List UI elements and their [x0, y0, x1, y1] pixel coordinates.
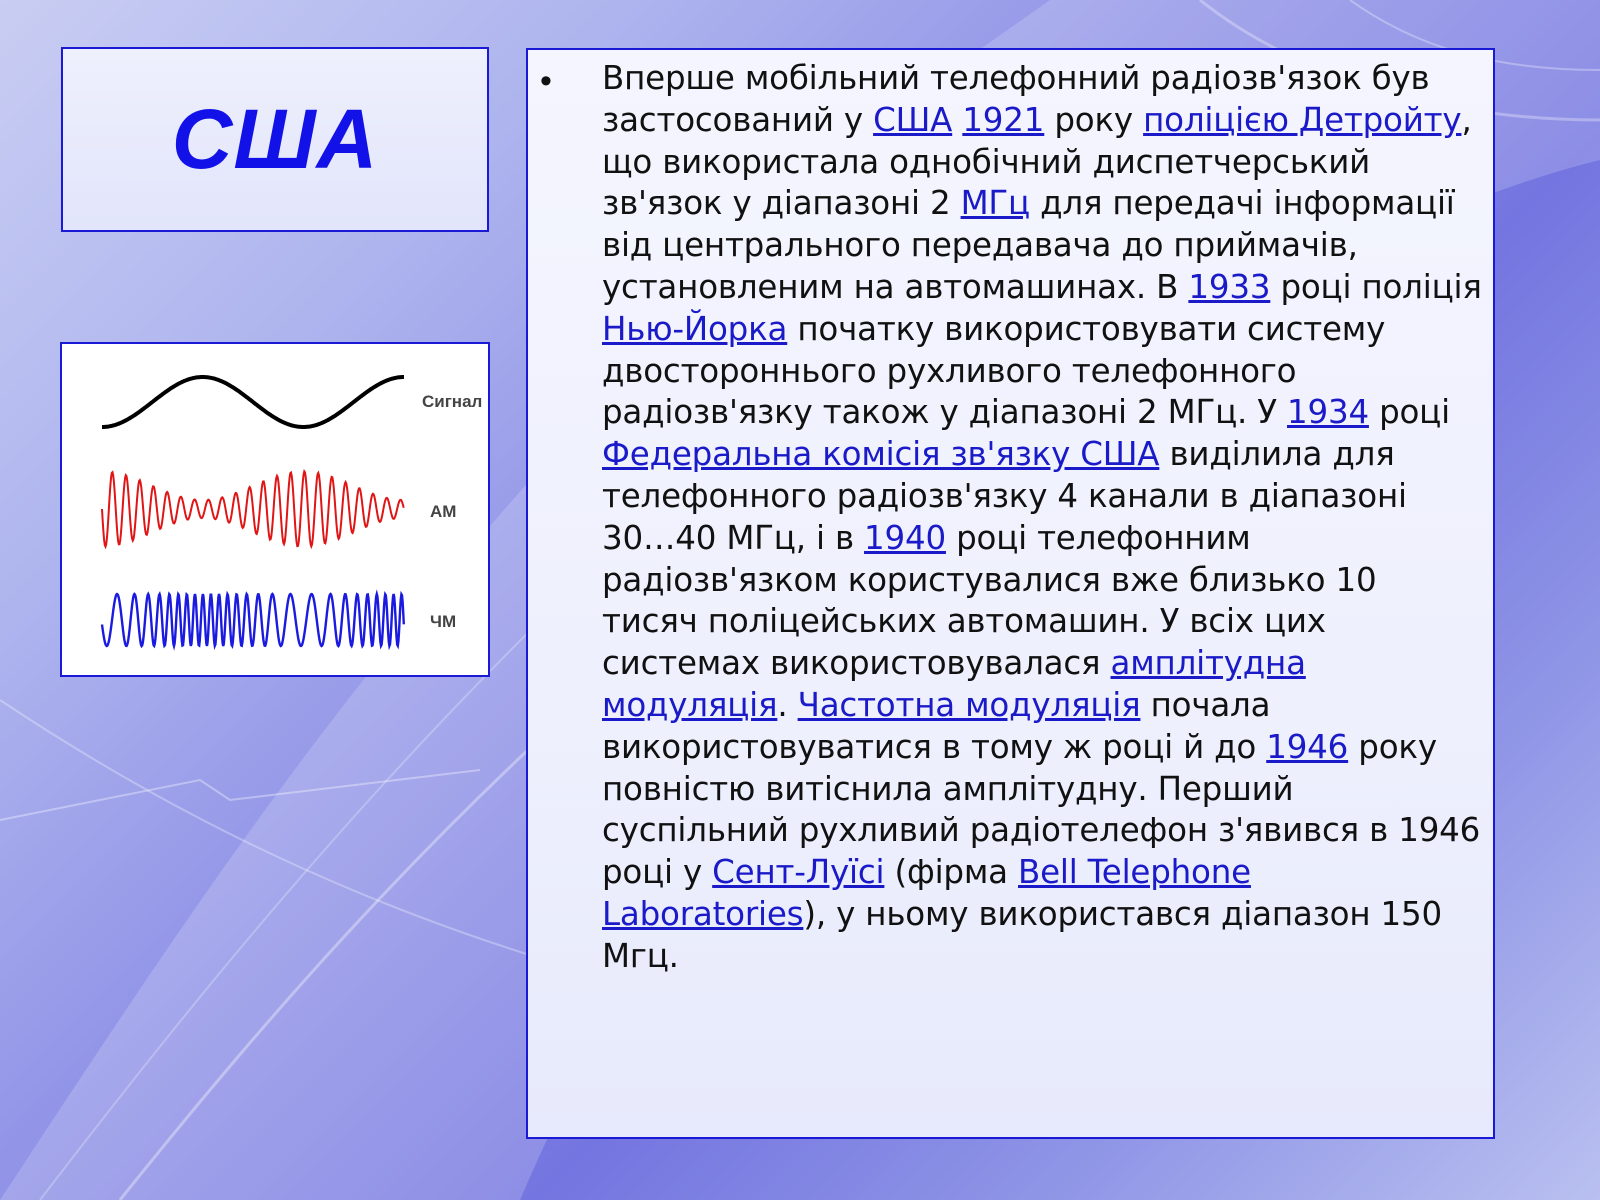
am-wave: [102, 471, 404, 546]
paragraph-text: року повністю витіснила амплітудну. Перший суспільний рухливий радіотелефон з'явився в 1946 році у: [602, 727, 1481, 892]
title-box: [61, 47, 489, 232]
history-paragraph: [602, 58, 1482, 978]
inline-link[interactable]: поліцією Детройту: [1143, 100, 1462, 139]
paragraph-text: почала використовуватися в тому ж році й до: [602, 685, 1271, 766]
inline-link[interactable]: 1933: [1188, 267, 1271, 306]
inline-link[interactable]: МГц: [960, 184, 1030, 223]
inline-link[interactable]: Нью-Йорка: [602, 309, 788, 348]
modulation-diagram: [60, 342, 490, 677]
am-label: АМ: [430, 502, 457, 521]
content-box: [526, 48, 1495, 1139]
inline-link[interactable]: Федеральна комісія зв'язку США: [602, 435, 1160, 474]
paragraph-text: виділила для телефонного радіозв'язку 4 канали в діапазоні 30…40 МГц, і в: [602, 435, 1407, 557]
paragraph-text: року: [1044, 100, 1144, 139]
paragraph-text: році поліція: [1270, 267, 1482, 306]
inline-link[interactable]: 1940: [864, 518, 946, 557]
inline-link[interactable]: 1921: [962, 100, 1045, 139]
signal-wave: [102, 377, 404, 427]
bullet-marker: •: [540, 62, 552, 100]
paragraph-text: , що використала однобічний диспетчерський зв'язок у діапазоні 2: [602, 100, 1472, 223]
inline-link[interactable]: 1946: [1266, 727, 1349, 766]
paragraph-text: році: [1368, 393, 1450, 432]
inline-link[interactable]: Сент-Луїсі: [712, 853, 885, 892]
inline-link[interactable]: США: [873, 100, 953, 139]
inline-link[interactable]: Частотна модуляція: [797, 685, 1141, 724]
fm-label: ЧМ: [430, 612, 457, 631]
paragraph-text: (фірма: [884, 853, 1018, 892]
paragraph-text: початку використовувати систему двостороннього рухливого телефонного радіозв'язку також у діапазоні 2 МГц. У: [602, 309, 1386, 432]
inline-link[interactable]: амплітудна модуляція: [602, 644, 1306, 724]
paragraph-text: ), у ньому використався діапазон 150 Мгц.: [602, 894, 1442, 975]
paragraph-text: році телефонним радіозв'язком користувалися вже близько 10 тисяч поліцейських автомашин. У всіх цих системах використовувалася: [602, 518, 1377, 683]
paragraph-text: [952, 101, 962, 139]
paragraph-text: для передачі інформації від центрального передавача до приймачів, установленим на автомашинах. В: [602, 184, 1455, 306]
signal-label: Сигнал: [422, 392, 483, 411]
fm-wave: [102, 594, 404, 646]
slide-title: США: [171, 92, 379, 186]
inline-link[interactable]: 1934: [1287, 393, 1369, 432]
paragraph-text: .: [777, 685, 798, 724]
paragraph-text: Вперше мобільний телефонний радіозв'язок був застосований у: [602, 59, 1430, 139]
inline-link[interactable]: Bell Telephone Laboratories: [602, 853, 1251, 933]
